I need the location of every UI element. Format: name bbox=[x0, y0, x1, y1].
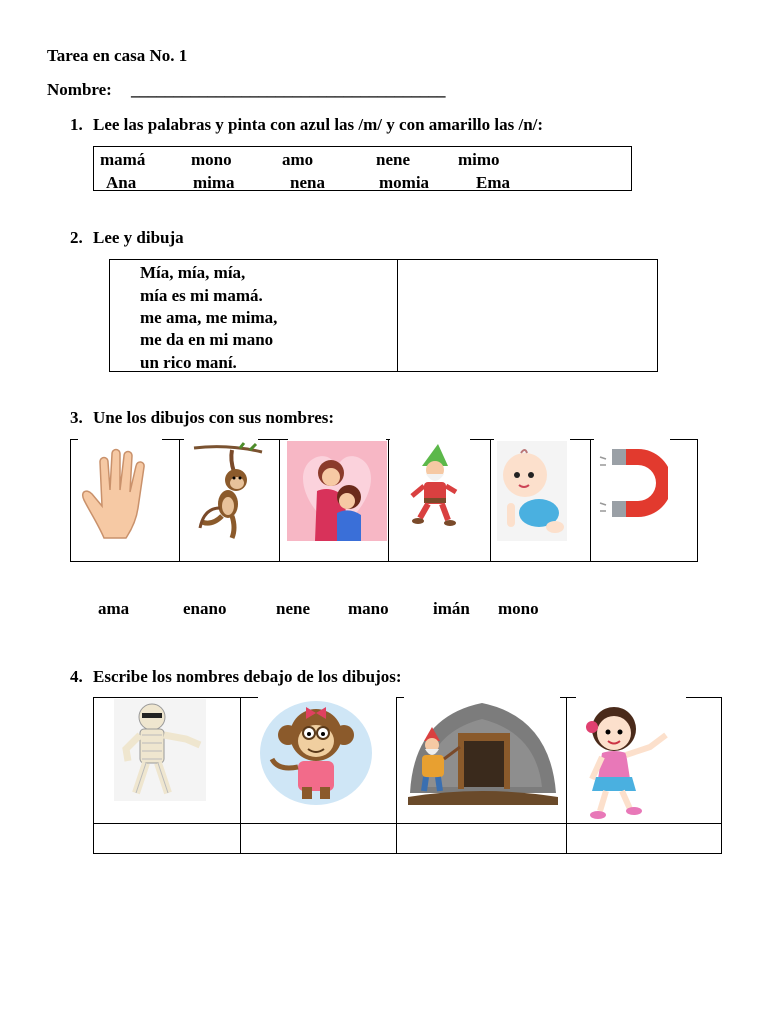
baby-icon[interactable] bbox=[497, 441, 567, 541]
ex1-number: 1. bbox=[70, 115, 83, 134]
name-label: Nombre: bbox=[47, 80, 112, 99]
mother-and-child-icon[interactable] bbox=[287, 441, 387, 541]
ex2-number: 2. bbox=[70, 228, 83, 247]
name-line: _____________________________________ bbox=[131, 80, 446, 99]
poem-line: mía es mi mamá. bbox=[140, 286, 263, 305]
ex3-word[interactable]: imán bbox=[433, 599, 470, 618]
girl-monkey-icon[interactable] bbox=[258, 697, 374, 807]
ex2-instruction: Lee y dibuja bbox=[93, 228, 184, 247]
answer-cell[interactable] bbox=[94, 824, 240, 853]
drawing-area[interactable] bbox=[398, 260, 657, 371]
ex1-word: Ana bbox=[106, 173, 137, 192]
magnet-icon[interactable] bbox=[598, 443, 668, 527]
ex2-poem-table bbox=[109, 259, 658, 372]
monkey-on-branch-icon[interactable] bbox=[190, 442, 266, 542]
ex4-instruction: Escribe los nombres debajo de los dibujos: bbox=[93, 667, 402, 686]
ex1-word: momia bbox=[379, 173, 430, 192]
ex3-word[interactable]: enano bbox=[183, 599, 227, 618]
ex1-word: mono bbox=[191, 150, 232, 169]
poem-line: me ama, me mima, bbox=[140, 308, 278, 327]
answer-cell[interactable] bbox=[567, 824, 721, 853]
ex4-number: 4. bbox=[70, 667, 83, 686]
ex3-word[interactable]: mano bbox=[348, 599, 389, 618]
ex3-word[interactable]: mono bbox=[498, 599, 539, 618]
answer-cell[interactable] bbox=[241, 824, 396, 853]
ex1-word: mamá bbox=[100, 150, 146, 169]
girl-icon[interactable] bbox=[578, 699, 686, 821]
dwarf-mine-icon[interactable] bbox=[404, 697, 560, 807]
worksheet-title: Tarea en casa No. 1 bbox=[47, 46, 188, 65]
ex1-word-box bbox=[93, 146, 632, 191]
ex1-word: Ema bbox=[476, 173, 510, 192]
ex1-word: mima bbox=[193, 173, 235, 192]
hand-icon[interactable] bbox=[80, 446, 160, 542]
ex3-number: 3. bbox=[70, 408, 83, 427]
poem-line: me da en mi mano bbox=[140, 330, 274, 349]
poem-line: Mía, mía, mía, bbox=[140, 263, 246, 282]
ex3-instruction: Une los dibujos con sus nombres: bbox=[93, 408, 335, 427]
poem-line: un rico maní. bbox=[140, 353, 237, 372]
ex1-word: nene bbox=[376, 150, 410, 169]
dwarf-icon[interactable] bbox=[404, 442, 464, 532]
ex1-word: mimo bbox=[458, 150, 500, 169]
ex3-word[interactable]: ama bbox=[98, 599, 130, 618]
ex3-word[interactable]: nene bbox=[276, 599, 310, 618]
ex1-instruction: Lee las palabras y pinta con azul las /m/ y con amarillo las /n/: bbox=[93, 115, 544, 134]
answer-cell[interactable] bbox=[397, 824, 566, 853]
ex1-word: amo bbox=[282, 150, 314, 169]
ex1-word: nena bbox=[290, 173, 325, 192]
mummy-icon[interactable] bbox=[114, 699, 206, 801]
